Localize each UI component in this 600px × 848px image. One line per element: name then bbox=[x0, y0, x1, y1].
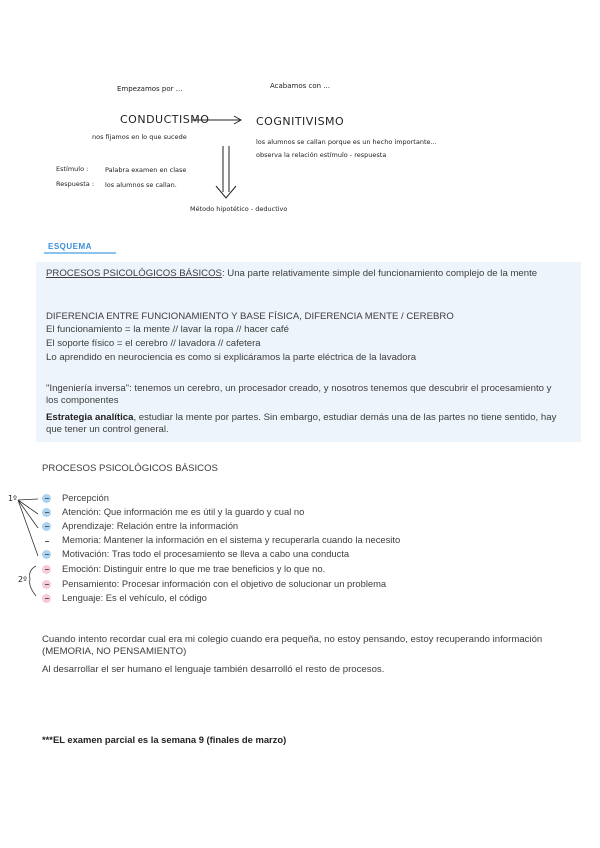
bullet-mark bbox=[45, 498, 49, 499]
box-p3-rest: , estudiar la mente por partes. Sin embargo, estudiar demás una de las partes no tiene sentido, hay que tener un control general. bbox=[46, 412, 557, 436]
box-p2-heading: DIFERENCIA ENTRE FUNCIONAMIENTO Y BASE FÍSICA, DIFERENCIA MENTE / CEREBRO bbox=[46, 311, 454, 322]
box-paragraph-1 bbox=[46, 268, 566, 280]
box-p1-rest: : Una parte relativamente simple del funcionamiento complejo de la mente bbox=[221, 268, 538, 279]
list-item: Motivación: Tras todo el procesamiento se lleva a cabo una conducta bbox=[62, 548, 350, 559]
bullet-mark bbox=[45, 598, 49, 599]
right-caption-1: los alumnos se callan porque es un hecho importante... bbox=[256, 138, 437, 146]
method-label: Método hipotético - deductivo bbox=[190, 205, 288, 213]
box-p1-heading: PROCESOS PSICOLÓGICOS BÁSICOS bbox=[46, 268, 222, 279]
section-title: PROCESOS PSICOLÓGICOS BÁSICOS bbox=[42, 463, 218, 474]
stimulus-value: Palabra examen en clase bbox=[105, 166, 187, 174]
summary-box bbox=[36, 262, 581, 442]
box-p2-line2: El soporte físico = el cerebro // lavadora // cafetera bbox=[46, 338, 261, 349]
left-note: Empezamos por ... bbox=[117, 85, 183, 93]
list-item: Percepción bbox=[62, 492, 109, 503]
right-caption-2: observa la relación estímulo - respuesta bbox=[256, 151, 387, 159]
list-item: Lenguaje: Es el vehículo, el código bbox=[62, 592, 207, 603]
box-p2-line3: Lo aprendido en neurociencia es como si explicáramos la parte eléctrica de la lavadora bbox=[46, 352, 417, 363]
exam-note: ***EL examen parcial es la semana 9 (finales de marzo) bbox=[42, 734, 287, 745]
box-paragraph-3b bbox=[46, 412, 566, 437]
response-label: Respuesta : bbox=[56, 180, 95, 188]
bullet-mark bbox=[45, 526, 49, 527]
paragraph-language: Al desarrollar el ser humano el lenguaje también desarrolló el resto de procesos. bbox=[42, 664, 385, 675]
right-note: Acabamos con ... bbox=[270, 82, 330, 90]
bullet-mark bbox=[45, 569, 49, 570]
stimulus-label: Estímulo : bbox=[56, 165, 89, 173]
box-p2-line1: El funcionamiento = la mente // lavar la ropa // hacer café bbox=[46, 324, 289, 335]
esquema-tag: ESQUEMA bbox=[48, 242, 92, 251]
list-item: Pensamiento: Procesar información con el objetivo de solucionar un problema bbox=[62, 578, 387, 589]
response-value: los alumnos se callan. bbox=[105, 181, 177, 189]
mark-second: 2º bbox=[18, 575, 27, 584]
right-title: COGNITIVISMO bbox=[256, 115, 345, 128]
list-item: Memoria: Mantener la información en el sistema y recuperarla cuando la necesito bbox=[62, 534, 401, 545]
list-item: Aprendizaje: Relación entre la información bbox=[62, 520, 239, 531]
down-arrow-shaft bbox=[223, 146, 229, 192]
grouping-marks bbox=[0, 490, 44, 610]
box-p3-bold: Estrategia analítica bbox=[46, 412, 134, 423]
mark-first: 1º bbox=[8, 494, 17, 503]
bullet-mark bbox=[45, 584, 49, 585]
paragraph-memory: Cuando intento recordar cual era mi colegio cuando era pequeña, no estoy pensando, estoy recuperando información (MEMORIA, NO PENSAMIENTO) bbox=[42, 634, 543, 658]
list-item: Emoción: Distinguir entre lo que me trae beneficios y lo que no. bbox=[62, 563, 326, 574]
list-item: Atención: Que información me es útil y la guardo y cual no bbox=[62, 506, 305, 517]
down-arrow-head bbox=[216, 186, 236, 198]
left-caption: nos fijamos en lo que sucede bbox=[92, 133, 187, 141]
box-p3-line1: "Ingeniería inversa": tenemos un cerebro, un procesador creado, y nosotros tenemos que descubrir el procesamiento y los componentes bbox=[46, 383, 552, 407]
esquema-underline bbox=[44, 252, 116, 254]
diagram-arrows bbox=[0, 0, 600, 240]
bullet-mark bbox=[45, 554, 49, 555]
left-title: CONDUCTISMO bbox=[120, 113, 210, 126]
bullet-mark bbox=[45, 512, 49, 513]
bullet-dash bbox=[45, 541, 49, 542]
